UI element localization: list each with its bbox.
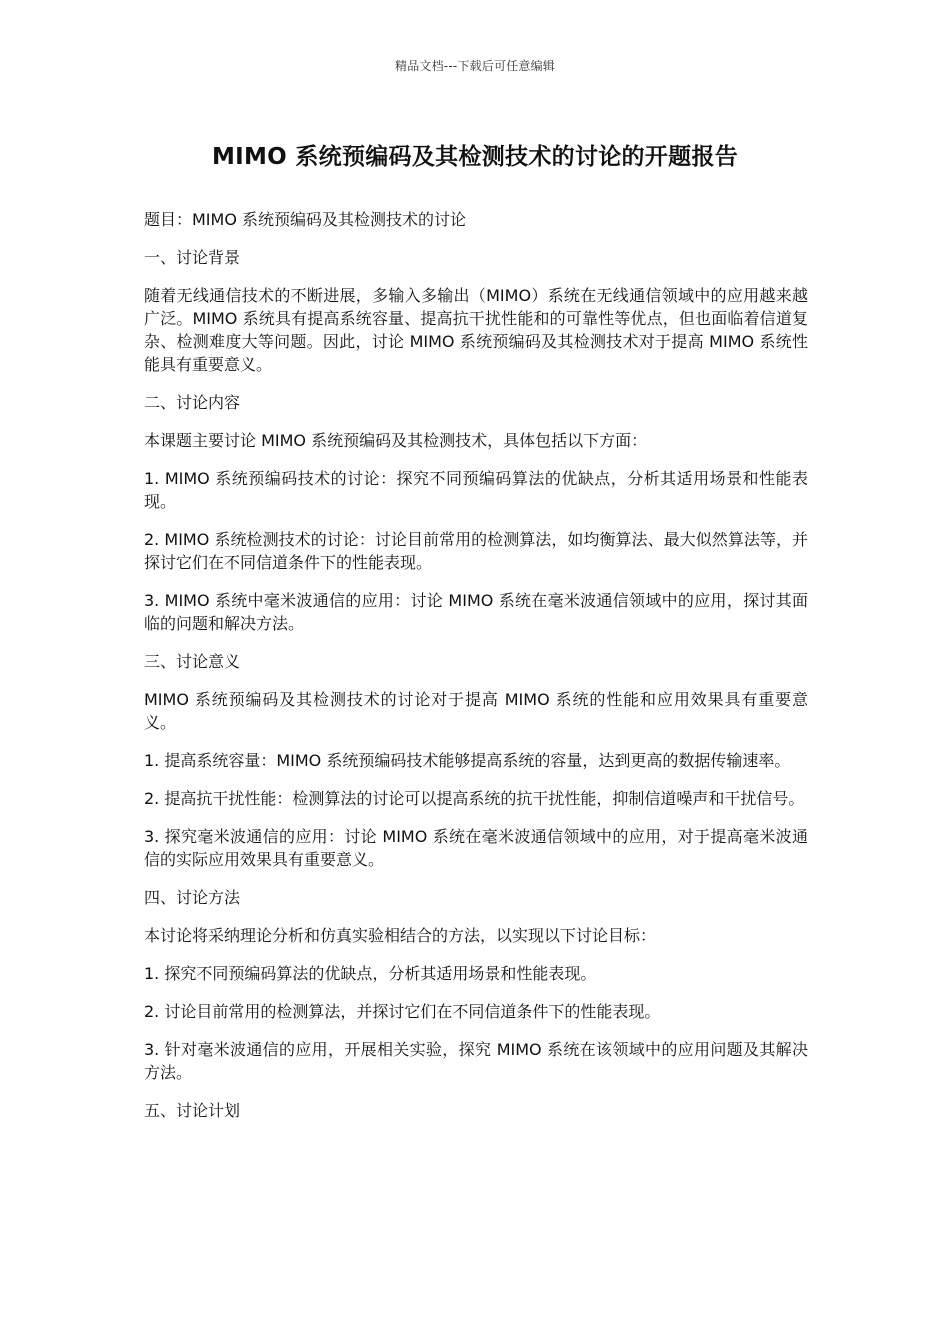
content-item-3: 3. MIMO 系统中毫米波通信的应用：讨论 MIMO 系统在毫米波通信领域中的应用，探讨其面临的问题和解决方法。	[144, 591, 808, 633]
significance-intro: MIMO 系统预编码及其检测技术的讨论对于提高 MIMO 系统的性能和应用效果具有重要意义。	[144, 690, 808, 732]
header-note: 精品文档---下载后可任意编辑	[395, 59, 555, 73]
content-item-1: 1. MIMO 系统预编码技术的讨论：探究不同预编码算法的优缺点，分析其适用场景和性能表现。	[144, 469, 808, 511]
method-intro: 本讨论将采纳理论分析和仿真实验相结合的方法，以实现以下讨论目标：	[144, 926, 657, 945]
section-heading-significance: 三、讨论意义	[144, 652, 241, 671]
document-body	[144, 208, 808, 1137]
method-item-3: 3. 针对毫米波通信的应用，开展相关实验，探究 MIMO 系统在该领域中的应用问题及其解决方法。	[144, 1040, 808, 1082]
section-heading-plan: 五、讨论计划	[144, 1101, 241, 1120]
document-title: MIMO 系统预编码及其检测技术的讨论的开题报告	[211, 144, 739, 170]
method-item-1: 1. 探究不同预编码算法的优缺点，分析其适用场景和性能表现。	[144, 964, 597, 983]
topic-line: 题目：MIMO 系统预编码及其检测技术的讨论	[144, 210, 467, 229]
section-heading-background: 一、讨论背景	[144, 248, 241, 267]
significance-item-2: 2. 提高抗干扰性能：检测算法的讨论可以提高系统的抗干扰性能，抑制信道噪声和干扰信号。	[144, 789, 805, 808]
background-paragraph: 随着无线通信技术的不断进展，多输入多输出（MIMO）系统在无线通信领域中的应用越来越广泛。MIMO 系统具有提高系统容量、提高抗干扰性能和的可靠性等优点，但也面临着信道复杂、检测难度大等问题。因此，讨论 MIMO 系统预编码及其检测技术对于提高 MIMO 系统性能具有重要意义。	[144, 286, 808, 374]
significance-item-3: 3. 探究毫米波通信的应用：讨论 MIMO 系统在毫米波通信领域中的应用，对于提高毫米波通信的实际应用效果具有重要意义。	[144, 827, 808, 869]
section-heading-method: 四、讨论方法	[144, 888, 241, 907]
method-item-2: 2. 讨论目前常用的检测算法，并探讨它们在不同信道条件下的性能表现。	[144, 1002, 661, 1021]
significance-item-1: 1. 提高系统容量：MIMO 系统预编码技术能够提高系统的容量，达到更高的数据传输速率。	[144, 751, 791, 770]
content-intro: 本课题主要讨论 MIMO 系统预编码及其检测技术，具体包括以下方面：	[144, 431, 648, 450]
content-item-2: 2. MIMO 系统检测技术的讨论：讨论目前常用的检测算法，如均衡算法、最大似然算法等，并探讨它们在不同信道条件下的性能表现。	[144, 530, 808, 572]
section-heading-content: 二、讨论内容	[144, 393, 241, 412]
